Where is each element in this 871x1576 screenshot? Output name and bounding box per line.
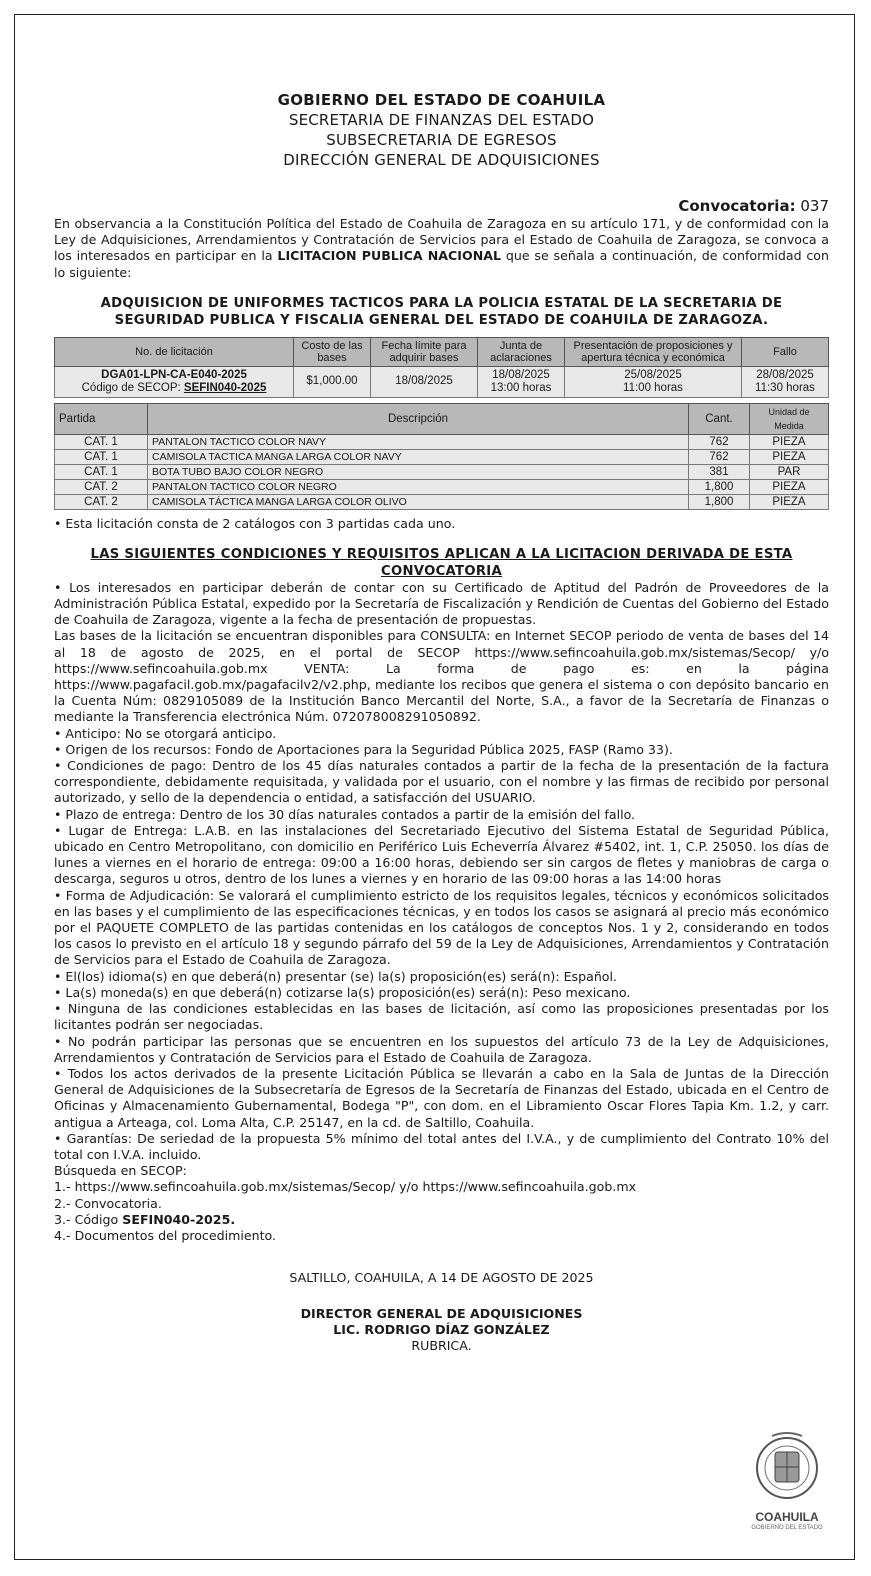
present-date: 25/08/2025 [624,368,682,381]
signer-role: DIRECTOR GENERAL DE ADQUISICIONES [300,1306,583,1322]
table-row [55,434,829,449]
search-step: 2.- Convocatoria. [54,1195,162,1211]
list-item: • La(s) moneda(s) en que deberá(n) cotizarse la(s) proposición(es) será(n): Peso mexicano. [54,984,631,1000]
row-cant: 762 [689,434,750,449]
cell-junta [478,366,565,397]
row-unidad: PIEZA [750,449,829,464]
conditions-title: LAS SIGUIENTES CONDICIONES Y REQUISITOS APLICAN A LA LICITACION DERIVADA DE ESTA CONVOCATORIA [90,546,793,579]
list-item: • El(los) idioma(s) en que deberá(n) presentar (se) la(s) proposición(es) será(n): Español. [54,968,618,984]
row-unidad: PIEZA [750,434,829,449]
bid-table-header [55,337,829,366]
items-table-header [55,403,829,434]
th-presentacion: Presentación de proposiciones y apertura técnica y económica [565,337,742,366]
seal-subtext: GOBIERNO DEL ESTADO [751,1525,823,1531]
search-step: 4.- Documentos del procedimiento. [54,1227,277,1243]
intro-text-1: En observancia a la Constitución Política del Estado de Coahuila de Zaragoza en su artículo 171, y de conformidad con la Ley de Adquisiciones, Arrendamientos y Contratación de Servicios para el Estado de Coahuila de Zaragoza, se convoca a los interesados en participar en la [54,216,829,264]
th-number: No. de licitación [55,337,294,366]
row-descripcion: CAMISOLA TÁCTICA MANGA LARGA COLOR OLIVO [148,494,689,509]
search-step [54,1212,829,1228]
secop-search [54,1163,829,1244]
th-partida: Partida [55,403,148,434]
table-row [55,494,829,509]
th-cost: Costo de las bases [294,337,371,366]
row-partida: CAT. 2 [55,494,148,509]
list-item: • Todos los actos derivados de la presente Licitación Pública se llevarán a cabo en la Sala de Juntas de la Dirección General de Adquisiciones de la Subsecretaría de Egresos de la Secretaría de Finanzas del Estado, ubicada en el Centro de Oficinas y Almacenamiento Gubernamental, Bodega "P", con dom. en el Libramiento Oscar Flores Tapia Km. 1.2, y carr. antigua a Arteaga, col. Loma Alta, C.P. 25147, en la cd. de Saltillo, Coahuila. [54,1065,829,1130]
search-title: Búsqueda en SECOP: [54,1163,187,1179]
bid-table [54,337,829,398]
bid-number: DGA01-LPN-CA-E040-2025 [101,368,247,381]
list-item: • Ninguna de las condiciones establecidas en las bases de licitación, así como las proposiciones presentadas por los licitantes podrán ser negociadas. [54,1001,829,1033]
row-descripcion: PANTALON TACTICO COLOR NAVY [148,434,689,449]
list-item: Las bases de la licitación se encuentran disponibles para CONSULTA: en Internet SECOP periodo de venta de bases del 14 al 18 de agosto de 2025, en el portal de SECOP https://www.sefincoahuila.gob.mx/sistemas/Secop/ y/o https://www.sefincoahuila.gob.mx VENTA: La forma de pago es: en la página https://www.pagafacil.gob.mx/pagafacilv2/v2.php, mediante los recibos que genera el sistema o con depósito bancario en la Cuenta Núm: 0829105089 de la Institución Banco Mercantil del Norte, S.A., a favor de la Secretaría de Finanzas o mediante la Transferencia electrónica Núm. 072078008291050892. [54,628,829,725]
list-item: • Forma de Adjudicación: Se valorará el cumplimiento estricto de los requisitos legales, técnicos y económicos solicitados en las bases y el cumplimiento de las especificaciones técnicas, y en todos los casos se asignará al precio más económico por el PAQUETE COMPLETO de las partidas contenidas en los catálogos de conceptos Nos. 1 y 2, considerando en todos los casos lo previsto en el artículo 18 y segundo párrafo del 59 de la Ley de Adquisiciones, Arrendamientos y Contratación de Servicios para el Estado de Coahuila de Zaragoza. [54,887,829,968]
step3-code: SEFIN040-2025. [122,1211,236,1227]
fallo-time: 11:30 horas [755,381,815,394]
cell-cost: $1,000.00 [294,366,371,397]
row-partida: CAT. 1 [55,449,148,464]
row-partida: CAT. 1 [55,434,148,449]
header-direccion: DIRECCIÓN GENERAL DE ADQUISICIONES [283,151,600,169]
junta-date: 18/08/2025 [492,368,550,381]
search-step: 1.- https://www.sefincoahuila.gob.mx/sistemas/Secop/ y/o https://www.sefincoahuila.gob.mx [54,1179,637,1195]
present-time: 11:00 horas [623,381,683,394]
row-partida: CAT. 2 [55,479,148,494]
list-item: • Condiciones de pago: Dentro de los 45 días naturales contados a partir de la fecha de la presentación de la factura correspondiente, debidamente requisitada, y validada por el usuario, con el nombre y las firmas de recibido por personal autorizado, y sello de la dependencia o entidad, a satisfacción del USUARIO. [54,758,829,806]
fallo-date: 28/08/2025 [756,368,814,381]
table-row [55,449,829,464]
list-item: • No podrán participar las personas que se encuentren en los supuestos del artículo 73 de la Ley de Adquisiciones, Arrendamientos y Contratación de Servicios para el Estado de Coahuila de Zaragoza. [54,1033,829,1065]
row-descripcion: BOTA TUBO BAJO COLOR NEGRO [148,464,689,479]
items-table [54,403,829,510]
row-cant: 1,800 [689,494,750,509]
row-cant: 1,800 [689,479,750,494]
cell-deadline: 18/08/2025 [371,366,478,397]
row-partida: CAT. 1 [55,464,148,479]
row-cant: 762 [689,449,750,464]
junta-time: 13:00 horas [490,381,552,394]
secop-code: SEFIN040-2025 [183,381,267,394]
object-title: ADQUISICION DE UNIFORMES TACTICOS PARA LA POLICIA ESTATAL DE LA SECRETARIA DE SEGURIDAD PUBLICA Y FISCALIA GENERAL DEL ESTADO DE COAHUILA DE ZARAGOZA. [100,295,783,328]
seal-text: COAHUILA [755,1510,819,1524]
intro-text-2: que se señala a continuación, de conformidad con lo siguiente: [54,248,829,280]
header-government: GOBIERNO DEL ESTADO DE COAHUILA [277,91,606,109]
bid-table-row [55,366,829,397]
th-descripcion: Descripción [148,403,689,434]
step3-prefix: 3.- Código [54,1211,123,1227]
conditions-list [54,580,829,1163]
convocatoria-number [54,196,829,216]
list-item: • Plazo de entrega: Dentro de los 30 días naturales contados a partir de la emisión del fallo. [54,806,636,822]
convocatoria-value: 037 [800,197,829,215]
list-item: • Los interesados en participar deberán de contar con su Certificado de Aptitud del Padrón de Proveedores de la Administración Pública Estatal, expedido por la Secretaría de Fiscalización y Rendición de Cuentas del Gobierno del Estado de Coahuila de Zaragoza, vigente a la fecha de presentación de propuestas. [54,579,829,628]
row-unidad: PAR [750,464,829,479]
table-row [55,479,829,494]
cell-fallo [742,366,829,397]
list-item: • Lugar de Entrega: L.A.B. en las instalaciones del Secretariado Ejecutivo del Sistema Estatal de Seguridad Pública, ubicado en Centro Metropolitano, con domicilio en Periférico Luis Echeverría Álvarez #5402, int. 1, C.P. 25050. los días de lunes a viernes en el horario de entrega: 09:00 a 16:00 horas, debiendo ser sin cargos de fletes y maniobras de carga o descarga, seguros u otros, dentro de los lunes a viernes y en horario de las 09:00 horas a las 14:00 horas [54,822,829,887]
coahuila-seal [742,1432,832,1532]
rubrica: RUBRICA. [411,1338,472,1354]
signer-name: LIC. RODRIGO DÍAZ GONZÁLEZ [333,1322,550,1338]
signature-block [54,1306,829,1354]
header-subsecretaria: SUBSECRETARIA DE EGRESOS [326,131,557,149]
place-date: SALTILLO, COAHUILA, A 14 DE AGOSTO DE 2025 [289,1270,594,1286]
list-item: • Garantías: De seriedad de la propuesta 5% mínimo del total antes del I.V.A., y de cumplimiento del Contrato 10% del total con I.V.A. incluido. [54,1130,829,1162]
list-item: • Origen de los recursos: Fondo de Aportaciones para la Seguridad Pública 2025, FASP (Ramo 33). [54,741,673,757]
cell-presentacion [565,366,742,397]
intro-bold: LICITACION PUBLICA NACIONAL [277,248,502,264]
catalog-note: • Esta licitación consta de 2 catálogos con 3 partidas cada uno. [54,515,456,531]
header [54,90,829,170]
coat-of-arms-icon [742,1432,832,1506]
header-secretaria: SECRETARIA DE FINANZAS DEL ESTADO [288,111,595,129]
intro-paragraph [54,216,829,281]
th-cant: Cant. [689,403,750,434]
secop-line [58,382,290,395]
table-row [55,464,829,479]
row-cant: 381 [689,464,750,479]
list-item: • Anticipo: No se otorgará anticipo. [54,725,277,741]
document-body [54,90,829,1354]
th-junta: Junta de aclaraciones [478,337,565,366]
row-descripcion: PANTALON TACTICO COLOR NEGRO [148,479,689,494]
cell-number [55,366,294,397]
row-descripcion: CAMISOLA TACTICA MANGA LARGA COLOR NAVY [148,449,689,464]
th-deadline: Fecha límite para adquirir bases [371,337,478,366]
row-unidad: PIEZA [750,494,829,509]
convocatoria-label: Convocatoria: [678,197,796,215]
th-unidad: Unidad de Medida [750,403,829,434]
secop-label: Código de SECOP: [81,381,184,394]
th-fallo: Fallo [742,337,829,366]
row-unidad: PIEZA [750,479,829,494]
